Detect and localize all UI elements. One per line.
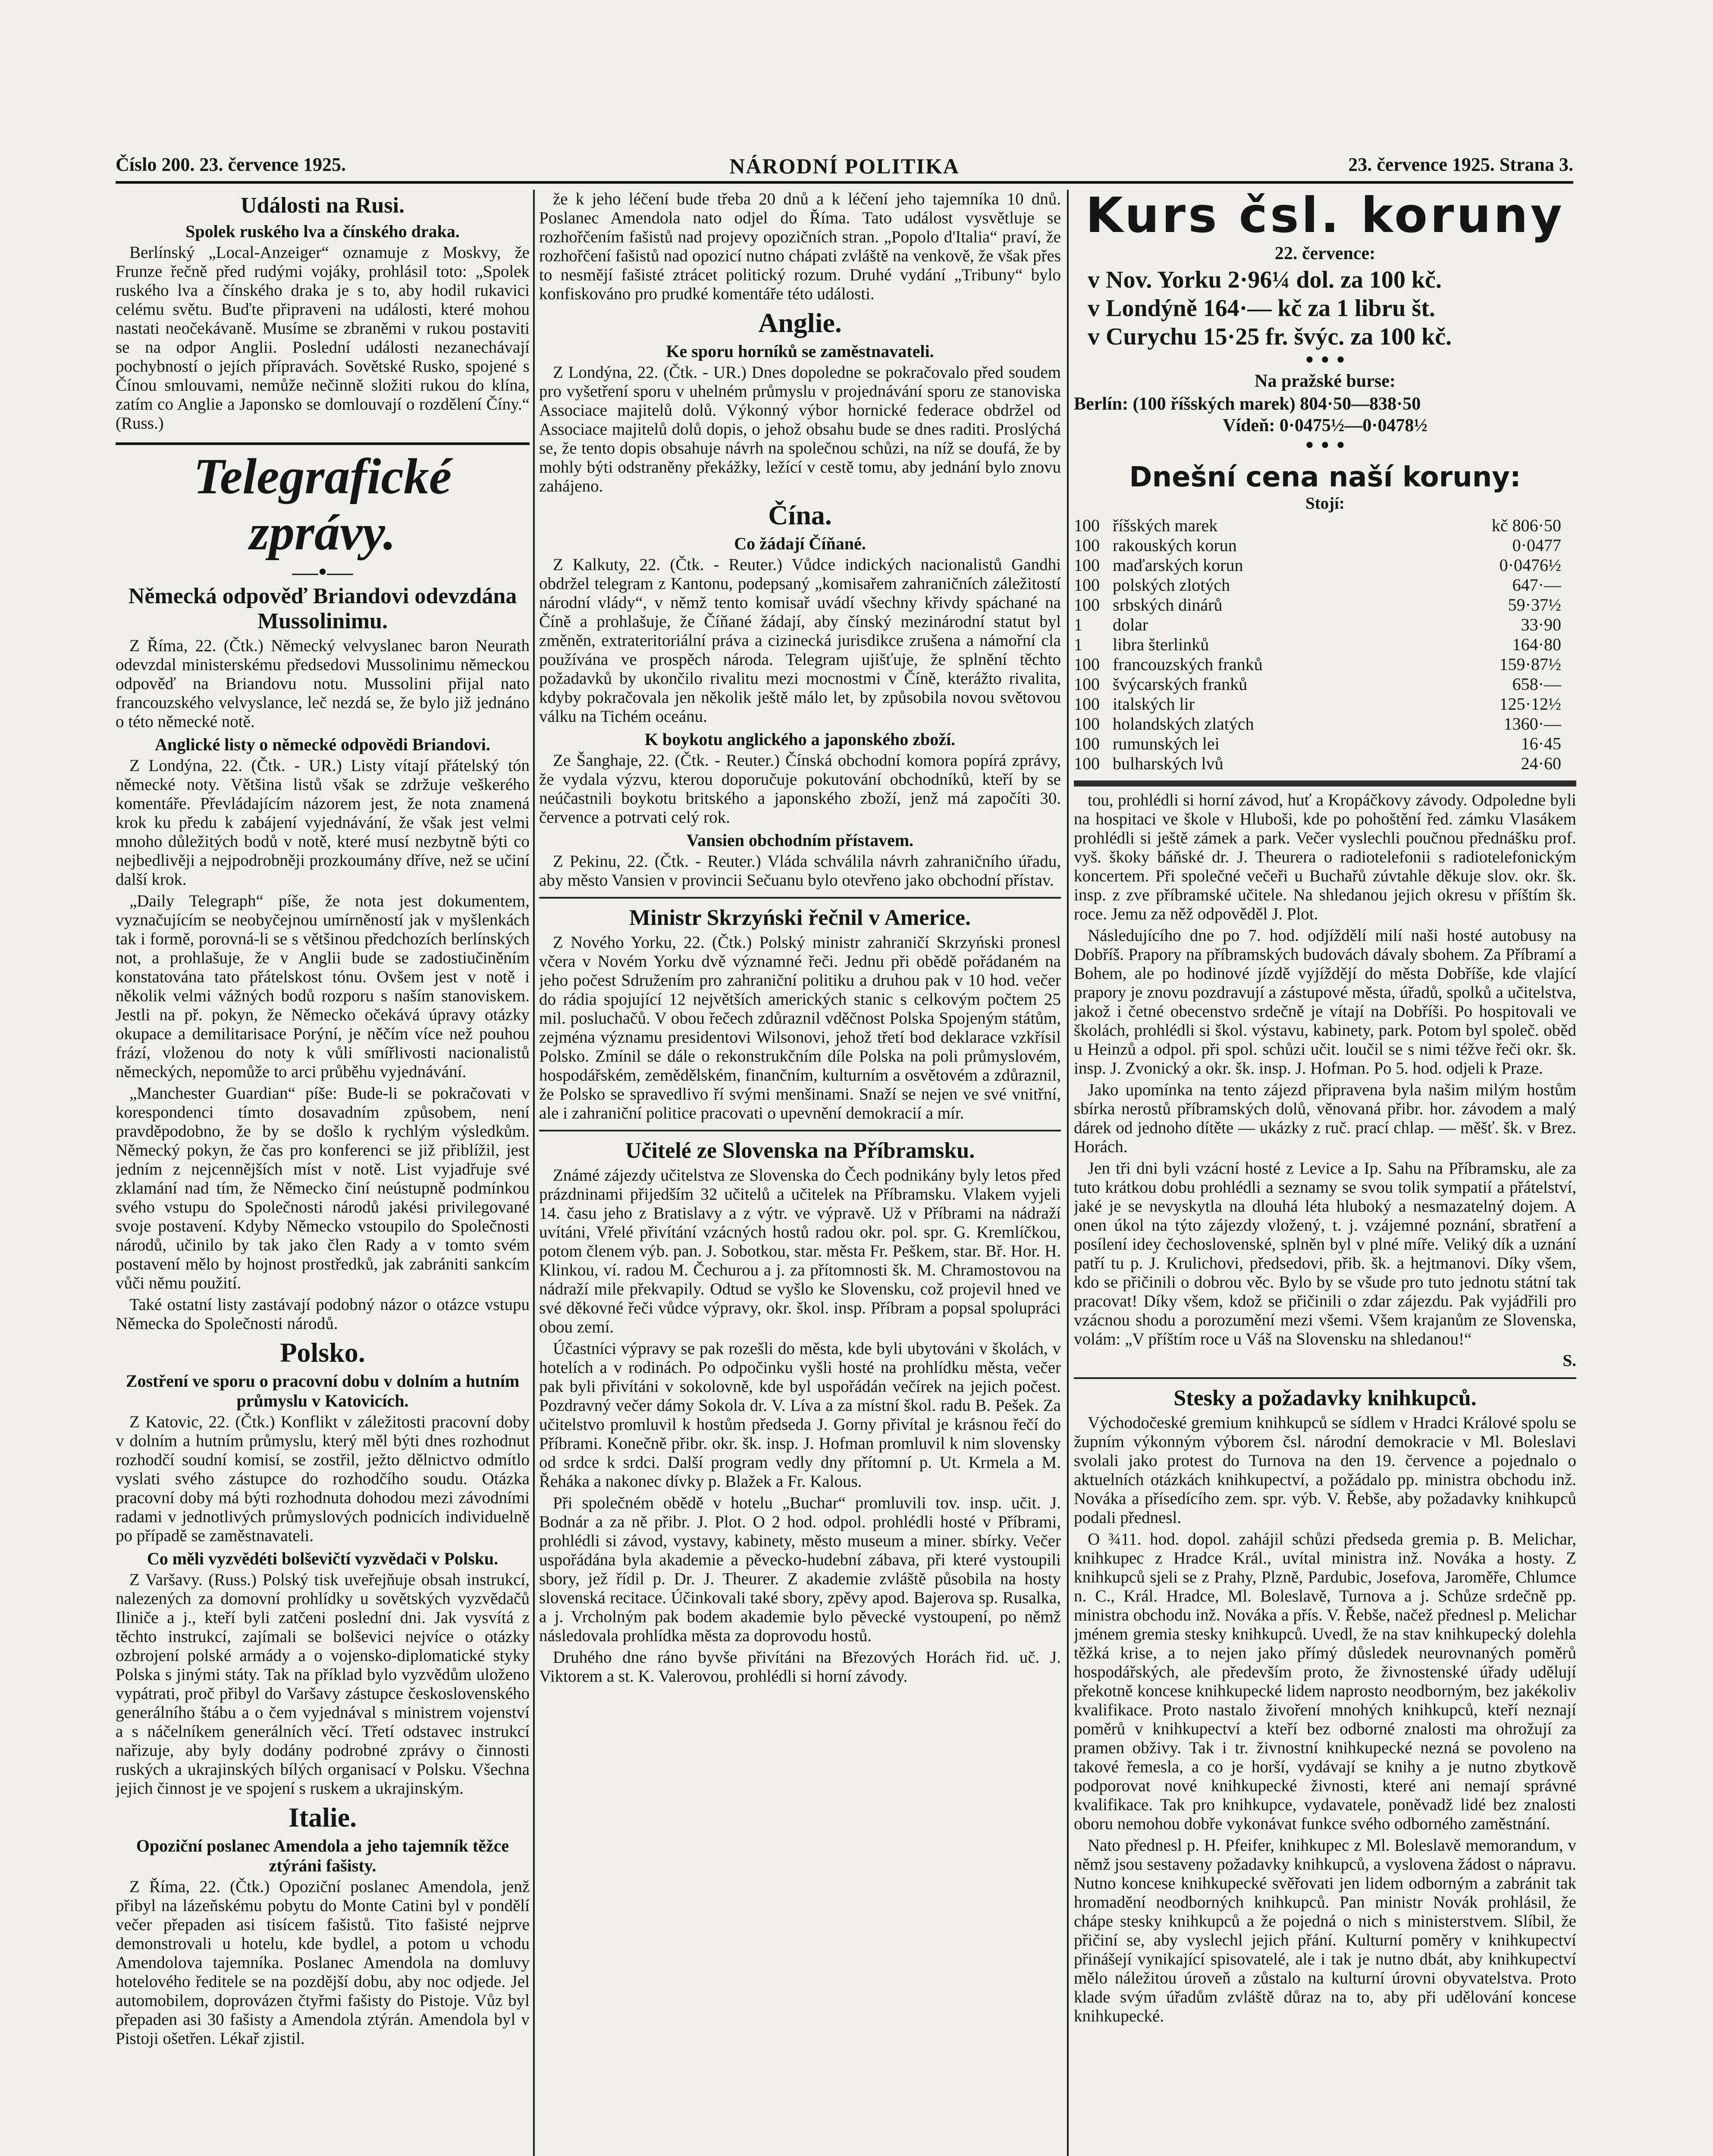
rate-currency: francouzských franků bbox=[1113, 655, 1263, 674]
rate-amount: 100 bbox=[1074, 575, 1100, 595]
subhead-italie: Opoziční poslanec Amendola a jeho tajemník těžce ztýráni fašisty. bbox=[136, 1836, 509, 1875]
header-masthead: NÁRODNÍ POLITIKA bbox=[729, 154, 960, 178]
rate-row bbox=[1074, 615, 1570, 635]
column-1 bbox=[116, 190, 530, 2156]
rate-value: 1360·— bbox=[1503, 714, 1561, 733]
article-divider bbox=[539, 1130, 1061, 1131]
kurs-zurich: v Curychu 15·25 fr. švýc. za 100 kč. bbox=[1088, 323, 1452, 350]
rate-value: 0·0476½ bbox=[1499, 555, 1561, 575]
ornament-divider: —•— bbox=[292, 558, 353, 586]
article-paragraph: Z Říma, 22. (Čtk.) Německý velvyslanec baron Neurath odevzdal ministerskému předsedovi Mussolinimu německou odpověď na Briandovu notu. Mussolini přijal nato francouzského velvyslance, leč nezdá se, že bylo již jednáno o této německé notě. bbox=[116, 636, 530, 731]
column-3 bbox=[1074, 190, 1576, 2156]
article-paragraph: že k jeho léčení bude třeba 20 dnů a k léčení jeho tajemníka 10 dnů. Poslanec Amendola nato odjel do Říma. Tato událost vysvětluje se rozhořčením fašistů nad projevy opozičních stran. „Popolo d'Italia“ praví, že rozhořčení fašistů nad opozicí nutno chápati zvláště na venkově, že však přes to nesmějí fašisté ztrácet politický rozum. Druhé vydání „Tribuny“ bylo konfiskováno pro prudké komentáře této události. bbox=[539, 190, 1061, 303]
article-paragraph: Z Londýna, 22. (Čtk. - UR.) Listy vítají přátelský tón německé noty. Většina listů však se zdržuje veškerého komentáře. Převládajícím názorem jest, že nota znamená krok ku předu k zabájení vyjednávání, že však jest velmi mnoho důležitých bodů v notě, které musí nezbytně býti co nejbedlivěji a nejpodrobněji prozkoumány dříve, než se učiní další krok. bbox=[116, 756, 530, 889]
rate-row bbox=[1074, 714, 1570, 734]
article-paragraph: Berlínský „Local-Anzeiger“ oznamuje z Moskvy, že Frunze řečně před rudými vojáky, prohlásil toto: „Spolek ruského lva a čínského draka je s to, aby hodil rukavici celému světu. Buďte připraveni na události, které mohou nastati neočekávaně. Musíme se zbraněmi v rukou postaviti se na odpor Anglii. Poslední události nezanechávají pochybností o jejích přípravách. Sovětské Rusko, spojené s Čínou smlouvami, nemůže nečinně složiti rukou do klína, zatím co Anglie a Japonsko se domlouvají o rozdělení Číny.“ (Russ.) bbox=[116, 243, 530, 432]
article-paragraph: Z Kalkuty, 22. (Čtk. - Reuter.) Vůdce indických nacionalistů Gandhi obdržel telegram z Kantonu, podepsaný „komisařem zahraničních záležitostí národní vlády“, v němž tento komisař uvádí všechny křivdy spáchané na Číně a prohlašuje, že Číňané žádají, aby čínský mezinárodní statut byl změněn, extrateritoriální práva a cizinecká jurisdikce zrušena a námořní cla používána ve prospěch národa. Telegram ujišťuje, že splnění těchto požadavků by ukončilo rivalitu mezi mocnostmi v Číně, kterážto rivalita, kdyby pokračovala jen několik ještě málo let, by způsobila novou světovou válku na Tichém oceánu. bbox=[539, 555, 1061, 726]
stoji-label: Stojí: bbox=[1305, 494, 1345, 513]
rate-amount: 100 bbox=[1074, 754, 1100, 773]
kurs-title: Kurs čsl. koruny bbox=[1086, 190, 1565, 244]
column-rule bbox=[533, 190, 535, 2156]
header-issue: Číslo 200. 23. července 1925. bbox=[116, 154, 346, 175]
section-title-italie: Italie. bbox=[288, 1802, 357, 1833]
rate-row bbox=[1074, 516, 1570, 536]
rate-row bbox=[1074, 595, 1570, 615]
rate-row bbox=[1074, 536, 1570, 555]
rate-currency: libra šterlinků bbox=[1113, 635, 1209, 654]
rate-row bbox=[1074, 694, 1570, 714]
subhead-anglicke-listy: Anglické listy o německé odpovědi Briandovi. bbox=[155, 735, 490, 754]
rate-amount: 100 bbox=[1074, 694, 1100, 714]
article-paragraph: Jen tři dni byli vzácní hosté z Levice a Ip. Sahu na Příbramsku, ale za tuto krátkou dobu prohlédli a seznamy se svou tolik sympatií a přátelství, jaké je se nevyskytla na dlouhá léta hluboký a nesmazatelný dojem. A onen úkol na týto zájezdy vložený, t. j. vzájemné poznání, sbratření a posílení idey čechoslovenské, splněn byl v plné míře. Veliký dík a uznání patří tu p. J. Krulichovi, předsedovi, přib. šk. a hejtmanovi. Díky všem, kdo se přičinili o dobrou věc. Bylo by se všude pro tuto jednotu státní tak pracovat! Díky všem, kdož se přičinili o zdar zájezdu. Pak vyjádřili pro vzácnou shodu a porozumění mezi všemi. Všem krajanům ze Slovenska, volám: „V příštím roce u Váš na Slovensku na shledanou!“ bbox=[1074, 1159, 1576, 1348]
headline-ucitele: Učitelé ze Slovenska na Příbramsku. bbox=[625, 1138, 975, 1163]
rate-row bbox=[1074, 575, 1570, 595]
kurs-new-york: v Nov. Yorku 2·96¼ dol. za 100 kč. bbox=[1088, 266, 1442, 293]
article-paragraph: „Manchester Guardian“ píše: Bude-li se pokračovati v korespondenci tímto dosavadním způsobem, není pravděpodobno, že by se došlo k rychlým výsledkům. Německý pokyn, že čas pro konferenci se již přiblížil, jest jedním z nejcennějších míst v notě. List vyjadřuje své zklamání nad tím, že Německo činí neústupně podmínkou svého vstupu do Společnosti národů jakési privilegované svoje postavení. Kdyby Německo vstoupilo do Společnosti národů, učinilo by tak jako člen Rady a v tomto svém postavení mělo by hojnost prostředků, jak zabrániti sankcím vůči němu použití. bbox=[116, 1084, 530, 1292]
rate-currency: italských lir bbox=[1113, 694, 1195, 714]
article-paragraph: Východočeské gremium knihkupců se sídlem v Hradci Králové spolu se župním výkonným výborem čsl. národní demokracie v Ml. Boleslavi svolali jako protest do Turnova na den 19. července a pojednalo o aktuelních otázkách knihkupectví, a požádalo pp. ministra obchodu inž. Nováka a přísedícího zem. spr. výb. V. Řebše, aby požadavky knihkupců podali přednesl. bbox=[1074, 1413, 1576, 1527]
subhead-anglie: Ke sporu horníků se zaměstnavateli. bbox=[666, 342, 934, 361]
article-paragraph: Známé zájezdy učitelstva ze Slovenska do Čech podnikány byly letos před prázdninami přijedším 32 učitelů a učitelek na Příbramsku. Vlakem vyjeli 14. času jeho z Bratislavy a z výtr. ve výpravě. Už v Příbrami na nádraží uvítáni, Vřelé přivítání vzácných hostů radou okr. pol. spr. G. Kremlíčkou, potom členem výb. pan. J. Sobotkou, star. města Fr. Peškem, star. Bř. Hor. H. Klinkou, ví. radou M. Čechurou a j. za přítomnosti šk. M. Chramostovou na nádraží mile překvapily. Odtud se vyšlo ke Slovensku, což projevil hned ve své děkovné řeči vůdce výpravy, okr. škol. insp. Příbram a popsal spolupráci obou zemí. bbox=[539, 1166, 1061, 1336]
rate-row bbox=[1074, 674, 1570, 694]
section-title-telegrams: Telegrafické zprávy. bbox=[116, 442, 530, 561]
rate-value: 647·— bbox=[1512, 575, 1561, 595]
headline-skrzynski: Ministr Skrzyński řečnil v Americe. bbox=[629, 906, 971, 930]
article-paragraph: Z Londýna, 22. (Čtk. - UR.) Dnes dopoledne se pokračovalo před soudem pro vyšetření sporu v uhelném průmyslu v projednávání sporu ze stanoviska Associace majitelů dolů. Výkonný výbor hornické federace obdržel od Associace majitelů dolů dopis, o jehož obsahu bude se dnes raditi. Proslýchá se, že tento dopis obsahuje návrh na společnou schůzi, na níž se doufá, že by mohly býti odstraněny překážky, ležící v cestě tomu, aby jednání bylo znovu zahájeno. bbox=[539, 363, 1061, 495]
header-page-number: 23. července 1925. Strana 3. bbox=[1348, 154, 1573, 175]
subhead-boykot: K boykotu anglického a japonského zboží. bbox=[644, 730, 956, 749]
rate-value: 0·0477 bbox=[1512, 536, 1561, 555]
burse-berlin: Berlín: (100 říšských marek) 804·50—838·50 bbox=[1074, 394, 1421, 414]
heavy-rule bbox=[1074, 780, 1576, 787]
rate-amount: 100 bbox=[1074, 595, 1100, 614]
headline-nemecka-odpoved: Německá odpověď Briandovi odevzdána Mussolinimu. bbox=[128, 584, 517, 633]
article-paragraph: Nato přednesl p. H. Pfeifer, knihkupec z Ml. Boleslavě memorandum, v němž jsou sestaveny požadavky knihkupců, a vyslovena žádost o nápravu. Nutno koncese knihkupecké svěřovati jen lidem odborným a zabránit tak hromadění neodborných knihkupců. Pan ministr Novák prohlásil, že chápe stesky knihkupců a že pojedná o nich s ministerstvem. Slíbil, že přičiní se, aby vyslechl jejich přání. Kulturní poměry v knihkupectví přinášejí vynikající spisovatelé, ale i tak je nutno dbát, aby knihkupectví mělo náležitou úroveň a zůstalo na kulturní úrovni obyvatelstva. Proto klade svým úřadům zvláště důraz na to, aby při udělování koncese knihkupecké. bbox=[1074, 1836, 1576, 2025]
page-header bbox=[116, 146, 1573, 184]
section-title-anglie: Anglie. bbox=[758, 307, 842, 338]
rate-amount: 100 bbox=[1074, 516, 1100, 535]
subhead-vansien: Vansien obchodním přístavem. bbox=[686, 830, 914, 850]
section-title-polsko: Polsko. bbox=[280, 1337, 365, 1368]
rate-currency: rakouských korun bbox=[1113, 536, 1237, 555]
rate-amount: 100 bbox=[1074, 714, 1100, 733]
rate-currency: dolar bbox=[1113, 615, 1148, 634]
column-rule bbox=[1067, 190, 1069, 2156]
subhead-rusi: Spolek ruského lva a čínského draka. bbox=[185, 222, 460, 241]
ornament-dots: • • • bbox=[1305, 345, 1346, 374]
article-paragraph: Také ostatní listy zastávají podobný názor o otázce vstupu Německa do Společnosti národů. bbox=[116, 1295, 530, 1333]
rate-currency: holandských zlatých bbox=[1113, 714, 1254, 733]
subhead-bolsevici: Co měli vyzvědéti bolševičtí vyzvědači v Polsku. bbox=[147, 1549, 499, 1568]
rate-amount: 1 bbox=[1074, 635, 1082, 654]
column-2 bbox=[539, 190, 1061, 2156]
article-paragraph: Z Katovic, 22. (Čtk.) Konflikt v záležitosti pracovní doby v dolním a hutním průmyslu, který měl býti dnes rozhodnut rozhodčí soudní komisí, se zostřil, ježto dělnictvo odmítlo vyslati svého zástupce do rozhodčího soudu. Otázka pracovní doby má býti rozhodnuta dohodou mezi závodními radami v jednotlivých průmyslových podnicích individuelně po případě se zaměstnavateli. bbox=[116, 1413, 530, 1545]
rate-row bbox=[1074, 655, 1570, 674]
article-paragraph: Z Říma, 22. (Čtk.) Opoziční poslanec Amendola, jenž přibyl na lázeňskému pobytu do Monte Catini byl v pondělí večer přepaden asi tisícem fašistů. Tito fašisté nejprve demonstrovali u hotelu, kde bydlel, a potom u vchodu Amendolova tajemníka. Poslanec Amendola na domluvy hotelového ředitele se na pozdější dobu, aby noc odjede. Jel automobilem, doprovázen čtyřmi fašisty do Pistoje. Vůz byl přepaden asi 30 fašisty a Amendola ztýrán. Amendola byl v Pistoji ošetřen. Lékař zjistil. bbox=[116, 1877, 530, 2048]
rate-amount: 1 bbox=[1074, 615, 1082, 634]
rate-amount: 100 bbox=[1074, 674, 1100, 694]
rate-value: 24·60 bbox=[1521, 754, 1561, 773]
rate-currency: říšských marek bbox=[1113, 516, 1218, 535]
rate-amount: 100 bbox=[1074, 655, 1100, 674]
section-title-cina: Čína. bbox=[768, 500, 832, 530]
rate-value: 59·37½ bbox=[1508, 595, 1561, 614]
article-paragraph: Jako upomínka na tento zájezd připravena byla našim milým hostům sbírka nerostů příbramských dolů, věnovaná přibr. hor. závodem a malý dárek od jednoho dítěte — ukázky z ruč. prací chlap. — měšť. šk. v Brez. Horách. bbox=[1074, 1081, 1576, 1156]
subhead-cina: Co žádají Číňané. bbox=[734, 534, 866, 553]
rate-row bbox=[1074, 734, 1570, 754]
article-paragraph: Následujícího dne po 7. hod. odjíždělí milí naši hosté autobusy na Dobříš. Prapory na příbramských budovách dávaly sbohem. Za Příbramí a Bohem, ale po hodinové jízdě vyjíždějí do města Dobříše, kde vlající prapory je znovu pozdravují a zástupové města, úřadů, spolků a učitelstva, jakož i četné obecenstvo srdečně je vítají na Dobříši. Po hospitovali ve školách, prohlédli si škol. výstavu, kabinety, park. Potom byl společ. oběd u Heinzů a odpol. při spol. schůzi učit. loučil se s nimi téžve řeči okr. šk. insp. J. Zvonický a okr. šk. insp. J. Hofman. Po 5. hod. odjeli k Praze. bbox=[1074, 926, 1576, 1078]
article-paragraph: tou, prohlédli si horní závod, huť a Kropáčkovy závody. Odpoledne byli na hospitaci ve škole v Hluboši, kde po pohoštění řed. zámku Vlasákem prohlédli si ještě zámek a park. Večer vyslechli poučnou přednášku prof. vyš. škoky báňské dr. J. Theurera o radiotelefonii s radiotelefonickým koncertem. Při společné večeři u Buchařů zúvtahle děkuje slov. okr. šk. insp. z zve příbramské učitele. Na shledanou jejich okresu v příštím šk. roce. Jemu za něž odpověděl J. Plot. bbox=[1074, 791, 1576, 923]
rate-value: 164·80 bbox=[1512, 635, 1561, 654]
rate-currency: švýcarských franků bbox=[1113, 674, 1248, 694]
rate-amount: 100 bbox=[1074, 536, 1100, 555]
rate-amount: 100 bbox=[1074, 555, 1100, 575]
rate-row bbox=[1074, 555, 1570, 575]
article-paragraph: Účastníci výpravy se pak rozešli do města, kde byli ubytováni v školách, v hotelích a v rodinách. Po odpočinku vyšli hosté na prohlídku města, večer pak byli přivítáni v sokolovně, kde byl uspořádán večírek na jejich počest. Pozdravný večer dámy Sokola dr. V. Líva a za místní škol. radu B. Pešek. Za učitelstvo promluvil k hostům předseda J. Gorny přivítal je krásnou řečí do Příbrami. Konečně přibr. okr. šk. insp. J. Hofman promluvil k nim slovensky od srdce k srdci. Další program vedly dny přítomní p. Ut. Krmela a M. Řeháka a nakonec dívky p. Blažek a Fr. Kalous. bbox=[539, 1339, 1061, 1491]
burse-title: Na pražské burse: bbox=[1255, 371, 1396, 391]
rate-currency: srbských dinárů bbox=[1113, 595, 1223, 614]
article-paragraph: Z Pekinu, 22. (Čtk. - Reuter.) Vláda schválila návrh zahraničního úřadu, aby město Vansien v provincii Sečuanu bylo otevřeno jako obchodní přístav. bbox=[539, 852, 1061, 890]
article-paragraph: Z Nového Yorku, 22. (Čtk.) Polský ministr zahraničí Skrzyński pronesl včera v Novém Yorku dvě významné řeči. Jednu při obědě pořádaném na jeho počest Sdružením pro zahraniční politiku a druhou pak v 10 hod. večer do rádia spojující 12 největších amerických stanic s celkovým počtem 25 mil. posluchačů. V obou řečech zdůraznil vděčnost Polska Spojeným státům, zejména významu presidentovi Wilsonovi, jehož třetí bod deklarace vzkřísil Polsko. Zmínil se dále o rekonstrukčním díle Polska na poli průmyslovém, hospodářském, zemědělském, finančním, kulturním a osvětovém a zdůraznil, že Polsko se spravedlivo ří svými menšinami. Snaží se nejen ve své vnitřní, ale i zahraniční politice pracovati o upevnění demokracií a mír. bbox=[539, 933, 1061, 1122]
article-paragraph: Z Varšavy. (Russ.) Polský tisk uveřejňuje obsah instrukcí, nalezených za domovní prohlídky u sovětských vyzvědačů Iliniče a j., kteří byli zatčeni poslední dni. Jak vysvítá z těchto instrukcí, zajímali se bolševici nejvíce o otázky ozbrojení polské armády a o vojensko-diplomatické styky Polska s jinými státy. Tak na příklad bylo vyzvědům uloženo vypátrati, proč přibyl do Varšavy zástupce československého generálního štábu a o čem vyjednával s ministrem vojenství a s náčelníkem generálních věcí. Třetí odstavec instrukcí nařizuje, aby byly dodány podrobné zprávy o činnosti ruských a ukrajinských bílých organisací v Polsku. Všechna jejich činnost je ve spojení s ruskem a ukrajinským. bbox=[116, 1570, 530, 1798]
article-paragraph: Ze Šanghaje, 22. (Čtk. - Reuter.) Čínská obchodní komora popírá zprávy, že vydala výzvu, kterou doporučuje pokutování obchodníků, kteří by se neúčastnili boykotu britského a japonského zboží, jenž má započíti 30. července a potrvati celý rok. bbox=[539, 751, 1061, 827]
rate-value: 33·90 bbox=[1521, 615, 1561, 634]
article-paragraph: Druhého dne ráno byvše přivítáni na Březových Horách řid. uč. J. Viktorem a st. K. Valerovou, prohlédli si horní závody. bbox=[539, 1648, 1061, 1686]
rate-row bbox=[1074, 635, 1570, 655]
article-signature: S. bbox=[1562, 1351, 1576, 1370]
article-divider bbox=[539, 897, 1061, 899]
kurs-date: 22. července: bbox=[1274, 244, 1376, 263]
rate-value: kč 806·50 bbox=[1491, 516, 1561, 535]
rate-currency: bulharských lvů bbox=[1113, 754, 1224, 773]
article-paragraph: O ¾11. hod. dopol. zahájil schůzi předseda gremia p. B. Melichar, knihkupec z Hradce Král., uvítal ministra inž. Nováka a hosty. Z knihkupců sjeli se z Prahy, Plzně, Pardubic, Josefova, Jaroměře, Chlumce n. C., Král. Hradce, Ml. Boleslavě, Turnova a j. Schůze srdečně pp. ministra obchodu inž. Nováka a přís. V. Řebše, načež přednesl p. Melichar jménem gremia stesky knihkupců. Uvedl, že na stav knihkupecký dolehla těžká krise, a to nejen jako přímý důsledek neurovnaných poměrů hospodářských, ale především proto, že živnostenské úřady udělují překotně koncese knihkupecké lidem naprosto neodborným, bez jakékoliv kvalifikace. Proto nastalo živoření mnohých knihkupců, kteří neznají poměrů v knihkupectví a kteří bez odborné znalosti ma ohrožují za pramen obživy. Tak i tr. živnostní knihkupecké nezná se povoleno na takové řemesla, a co je horší, vydávají se knihy a je nutno zbytkově podporovat nové knihkupecké živnosti, které ani nemají správné kvalifikace. Tak pro knihkupce, vydavatele, poněvadž lidé bez znalosti oboru nemohou dobře vykonávat funkce svého odborného zaměstnání. bbox=[1074, 1530, 1576, 1833]
article-divider bbox=[1074, 1377, 1576, 1379]
rate-currency: polských zlotých bbox=[1113, 575, 1230, 595]
headline-stesky: Stesky a požadavky knihkupců. bbox=[1173, 1386, 1477, 1410]
ornament-dots: • • • bbox=[1305, 431, 1346, 459]
headline-rusi: Události na Rusi. bbox=[241, 193, 405, 218]
rates-table bbox=[1074, 516, 1570, 774]
rate-value: 658·— bbox=[1512, 674, 1561, 694]
cena-koruny-title: Dnešní cena naší koruny: bbox=[1129, 461, 1521, 493]
rate-row bbox=[1074, 754, 1570, 774]
rate-value: 125·12½ bbox=[1499, 694, 1561, 714]
burse-vienna: Vídeň: 0·0475½—0·0478½ bbox=[1223, 416, 1428, 436]
kurs-london: v Londýně 164·— kč za 1 libru št. bbox=[1088, 295, 1435, 322]
rate-amount: 100 bbox=[1074, 734, 1100, 753]
article-paragraph: „Daily Telegraph“ píše, že nota jest dokumentem, vyznačujícím se neobyčejnou umírněností jak v myšlenkách tak i formě, porovná-li se s většinou předchozích berlínských not, a prohlašuje, že v Anglii bude se zadostiučiněním konstatována tato přátelskost tónu. Ovšem jest v notě i několik velmi vážných bodů rozporu s naším stanoviskem. Jestli na př. pokyn, že Německo očekává úpravy otázky okupace a demilitarisace Porýní, je něčím více než pouhou frází, vloženou do noty k vůli smířlivosti nacionalistů německých, nepomůže to arci průběhu vyjednávání. bbox=[116, 892, 530, 1081]
subhead-polsko: Zostření ve sporu o pracovní dobu v dolním a hutním průmyslu v Katovicích. bbox=[125, 1371, 520, 1410]
rate-value: 16·45 bbox=[1521, 734, 1561, 753]
article-paragraph: Při společném obědě v hotelu „Buchar“ promluvili tov. insp. učit. J. Bodnár a za ně přibr. J. Plot. O 2 hod. odpol. prohlédli hosté v Příbrami, prohlédli si závod, vystavy, kabinety, město museum a miner. sbírky. Večer uspořádána byla akademie a pěvecko-hudební zábava, při které vystoupili sbory, jež řídil p. Dr. J. Theurer. Z akademie zvláště působila na hosty slovenská recitace. Účinkovali také sbory, zpěvy apod. Bajerova sp. Rusalka, a j. Vrcholným pak bodem akademie bylo pěvecké vystoupení, po němž následovala prohlídka města za doprovodu hostů. bbox=[539, 1494, 1061, 1645]
rate-value: 159·87½ bbox=[1499, 655, 1561, 674]
rate-currency: rumunských lei bbox=[1113, 734, 1220, 753]
rate-currency: maďarských korun bbox=[1113, 555, 1243, 575]
